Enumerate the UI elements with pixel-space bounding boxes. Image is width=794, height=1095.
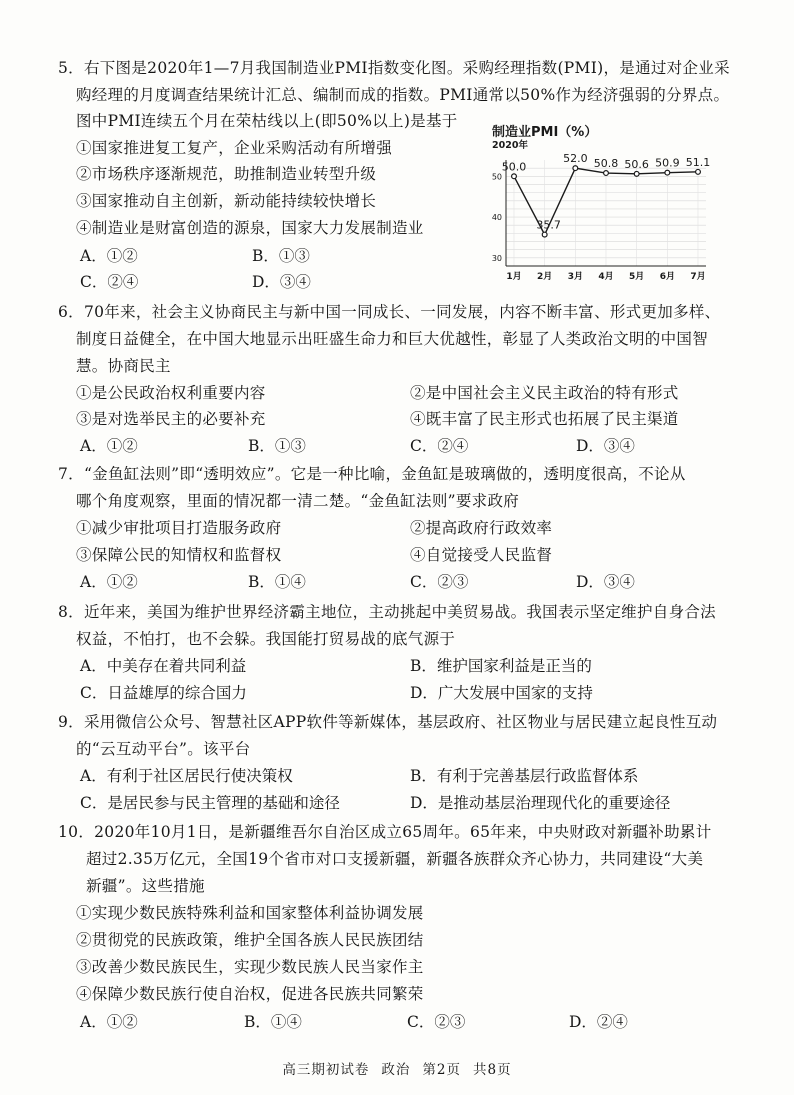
question-9-option-b[interactable]: B．有利于完善基层行政监督体系 xyxy=(410,767,639,785)
question-5-item: ③国家推动自主创新，新动能持续较快增长 xyxy=(76,192,377,210)
chart-x-tick-label: 1月 xyxy=(506,272,522,282)
chart-data-point xyxy=(512,174,517,179)
chart-data-point xyxy=(573,166,578,171)
question-7-option-c[interactable]: C．②③ xyxy=(410,573,469,591)
question-6-option-b[interactable]: B．①③ xyxy=(248,437,306,455)
question-7-option-a[interactable]: A．①② xyxy=(80,573,138,591)
question-7-item: ①减少审批项目打造服务政府 xyxy=(76,519,282,537)
chart-subtitle: 2020年 xyxy=(492,140,528,151)
question-10-option-b[interactable]: B．①④ xyxy=(244,1013,302,1031)
question-7-stem-line: 7．“金鱼缸法则”即“透明效应”。它是一种比喻，金鱼缸是玻璃做的，透明度很高，不论从 xyxy=(58,465,686,483)
chart-title: 制造业PMI（%） xyxy=(492,125,598,140)
question-6-option-d[interactable]: D．③④ xyxy=(576,437,635,455)
question-6-item: ③是对选举民主的必要补充 xyxy=(76,410,266,428)
question-8-stem-line: 权益，不怕打，也不会躲。我国能打贸易战的底气源于 xyxy=(76,630,456,648)
question-10-option-a[interactable]: A．①② xyxy=(80,1013,138,1031)
question-10-item: ①实现少数民族特殊利益和国家整体利益协调发展 xyxy=(76,904,424,922)
question-10-option-c[interactable]: C．②③ xyxy=(407,1013,466,1031)
chart-x-tick-label: 6月 xyxy=(659,272,675,282)
chart-y-tick-label: 30 xyxy=(491,253,502,263)
footer-subject: 政治 xyxy=(381,1062,411,1078)
question-5-stem-line: 购经理的月度调查结果统计汇总、编制而成的指数。PMI通常以50%作为经济强弱的分界点。 xyxy=(76,86,730,104)
question-9-stem-line: 的“云互动平台”。该平台 xyxy=(76,740,251,758)
question-10-stem-line: 新疆”。这些措施 xyxy=(86,877,205,895)
chart-y-tick-label: 40 xyxy=(491,213,502,223)
question-7-item: ②提高政府行政效率 xyxy=(410,519,553,537)
question-7-option-d[interactable]: D．③④ xyxy=(576,573,635,591)
chart-data-point xyxy=(696,169,701,174)
chart-data-point xyxy=(542,232,547,237)
question-6-option-c[interactable]: C．②④ xyxy=(410,437,469,455)
question-10-stem-line: 超过2.35万亿元，全国19个省市对口支援新疆，新疆各族群众齐心协力，共同建设“大美 xyxy=(86,850,704,868)
chart-data-label: 35.7 xyxy=(536,218,561,232)
question-8-option-a[interactable]: A．中美存在着共同利益 xyxy=(80,657,247,675)
question-9-option-c[interactable]: C．是居民参与民主管理的基础和途径 xyxy=(80,794,340,812)
question-10-item: ④保障少数民族行使自治权，促进各民族共同繁荣 xyxy=(76,985,424,1003)
chart-x-tick-label: 2月 xyxy=(537,272,553,282)
footer-total-pages: 共8页 xyxy=(473,1062,512,1078)
question-6-item: ①是公民政治权利重要内容 xyxy=(76,384,266,402)
question-5-option-a[interactable]: A．①② xyxy=(80,247,138,265)
question-10-item: ③改善少数民族民生，实现少数民族人民当家作主 xyxy=(76,958,424,976)
question-6-stem-line: 6．70年来，社会主义协商民主与新中国一同成长、一同发展，内容不断丰富、形式更加多样、 xyxy=(58,303,721,321)
chart-data-label: 51.1 xyxy=(685,155,711,169)
chart-data-label: 50.6 xyxy=(624,157,649,171)
question-6-option-a[interactable]: A．①② xyxy=(80,437,138,455)
question-7-item: ③保障公民的知情权和监督权 xyxy=(76,546,282,564)
chart-data-label: 50.9 xyxy=(655,156,680,170)
question-6-item: ②是中国社会主义民主政治的特有形式 xyxy=(410,384,679,402)
chart-x-tick-label: 7月 xyxy=(690,272,706,282)
chart-x-tick-label: 4月 xyxy=(598,272,614,282)
chart-y-tick-label: 50 xyxy=(491,172,502,182)
chart-data-label: 52.0 xyxy=(563,152,588,166)
question-7-item: ④自觉接受人民监督 xyxy=(410,546,553,564)
question-6-stem-line: 制度日益健全，在中国大地显示出旺盛生命力和巨大优越性，彰显了人类政治文明的中国智 xyxy=(76,330,709,348)
pmi-line-chart xyxy=(478,120,718,290)
chart-data-point xyxy=(665,170,670,175)
question-10-item: ②贯彻党的民族政策，维护全国各族人民民族团结 xyxy=(76,931,424,949)
footer-paper-name: 高三期初试卷 xyxy=(282,1062,370,1078)
chart-data-label: 50.0 xyxy=(501,160,527,174)
question-8-stem-line: 8．近年来，美国为维护世界经济霸主地位，主动挑起中美贸易战。我国表示坚定维护自身合法 xyxy=(58,603,716,621)
chart-x-tick-label: 5月 xyxy=(629,272,645,282)
question-5-option-c[interactable]: C．②④ xyxy=(80,273,139,291)
question-5-stem-line: 5．右下图是2020年1—7月我国制造业PMI指数变化图。采购经理指数(PMI)，是通过对企业采 xyxy=(58,59,730,77)
chart-x-tick-label: 3月 xyxy=(567,272,583,282)
question-6-stem-line: 慧。协商民主 xyxy=(76,357,171,375)
question-5-item: ④制造业是财富创造的源泉，国家大力发展制造业 xyxy=(76,219,424,237)
chart-data-point xyxy=(604,171,609,176)
question-9-option-a[interactable]: A．有利于社区居民行使决策权 xyxy=(80,767,293,785)
question-9-stem-line: 9．采用微信公众号、智慧社区APP软件等新媒体，基层政府、社区物业与居民建立起良性互动 xyxy=(58,713,718,731)
question-7-stem-line: 哪个角度观察，里面的情况都一清二楚。“金鱼缸法则”要求政府 xyxy=(76,492,520,510)
question-5-item: ①国家推进复工复产，企业采购活动有所增强 xyxy=(76,139,393,157)
question-8-option-d[interactable]: D．广大发展中国家的支持 xyxy=(410,684,593,702)
question-5-option-b[interactable]: B．①③ xyxy=(252,247,310,265)
chart-data-point xyxy=(634,171,639,176)
question-8-option-c[interactable]: C．日益雄厚的综合国力 xyxy=(80,684,247,702)
page-footer xyxy=(0,1058,794,1078)
question-6-item: ④既丰富了民主形式也拓展了民主渠道 xyxy=(410,410,679,428)
question-5-option-d[interactable]: D．③④ xyxy=(252,273,311,291)
question-9-option-d[interactable]: D．是推动基层治理现代化的重要途径 xyxy=(410,794,671,812)
question-8-option-b[interactable]: B．维护国家利益是正当的 xyxy=(410,657,592,675)
question-5-stem-line: 图中PMI连续五个月在荣枯线以上(即50%以上)是基于 xyxy=(76,112,458,130)
question-5-item: ②市场秩序逐渐规范，助推制造业转型升级 xyxy=(76,165,377,183)
question-7-option-b[interactable]: B．①④ xyxy=(248,573,306,591)
chart-data-label: 50.8 xyxy=(593,157,619,171)
footer-page-number: 第2页 xyxy=(422,1062,461,1078)
question-10-option-d[interactable]: D．②④ xyxy=(569,1013,628,1031)
question-10-stem-line: 10．2020年10月1日，是新疆维吾尔自治区成立65周年。65年来，中央财政对新疆补助累计 xyxy=(58,823,712,841)
